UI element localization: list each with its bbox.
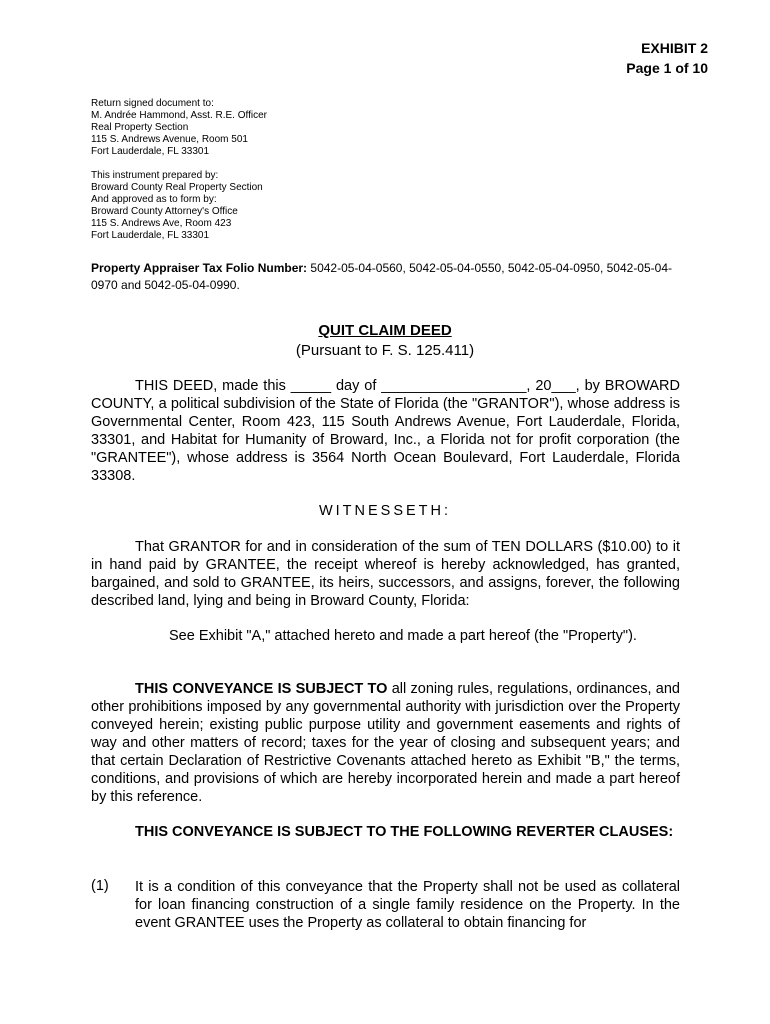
see-exhibit-paragraph: See Exhibit "A," attached hereto and made a part hereof (the "Property"). — [169, 628, 637, 644]
clause-text: It is a condition of this conveyance that the Property shall not be used as collateral for loan financing construction of a single family residence on the Property. In the event GRANTEE uses the Property as collateral to obtain financing for — [135, 879, 680, 931]
deed-paragraph: THIS DEED, made this _____ day of __________________, 20___, by BROWARD COUNTY, a political subdivision of the State of Florida (the "GRANTOR"), whose address is Governmental Center, Room 423, 115 South Andrews Avenue, Fort Lauderdale, Florida, 33301, and Habitat for Humanity of Broward, Inc., a Florida not for profit corporation (the "GRANTEE"), whose address is 3564 North Ocean Boulevard, Fort Lauderdale, Florida 33308. — [91, 378, 680, 484]
reverter-heading: THIS CONVEYANCE IS SUBJECT TO THE FOLLOWING REVERTER CLAUSES: — [135, 824, 674, 840]
grantor-paragraph: That GRANTOR for and in consideration of the sum of TEN DOLLARS ($10.00) to it in hand paid by GRANTEE, the receipt whereof is hereby acknowledged, has granted, bargained, and sold to GRANTEE, its heirs, successors, and assigns, forever, the following described land, lying and being in Broward County, Florida: — [91, 539, 680, 609]
prepared-line: Broward County Real Property Section — [91, 182, 263, 193]
deed-title: QUIT CLAIM DEED — [318, 322, 452, 339]
return-line: Real Property Section — [91, 122, 189, 133]
tax-folio-number — [91, 260, 693, 294]
exhibit-label: EXHIBIT 2 — [641, 40, 708, 56]
clause-number: (1) — [91, 878, 109, 894]
prepared-line: 115 S. Andrews Ave, Room 423 — [91, 218, 232, 229]
return-line: Return signed document to: — [91, 98, 214, 109]
conveyance-lead: THIS CONVEYANCE IS SUBJECT TO — [135, 681, 388, 697]
exhibit-header — [626, 38, 708, 78]
return-line: 115 S. Andrews Avenue, Room 501 — [91, 134, 248, 145]
return-line: Fort Lauderdale, FL 33301 — [91, 146, 210, 157]
return-address-block — [91, 98, 267, 158]
conveyance-paragraph — [91, 680, 680, 806]
prepared-line: This instrument prepared by: — [91, 170, 219, 181]
folio-value: 5042-05-04-0560, 5042-05-04-0550, 5042-05-04-0950, 5042-05-04-0970 and 5042-05-04-0990. — [91, 261, 672, 292]
prepared-by-block — [91, 170, 263, 242]
page-number: Page 1 of 10 — [626, 60, 708, 76]
conveyance-rest: all zoning rules, regulations, ordinances, and other prohibitions imposed by any governmental authority with jurisdiction over the Property conveyed herein; existing public purpose utility and government easements and rights of way and other matters of record; taxes for the year of closing and subsequent years; and that certain Declaration of Restrictive Covenants attached hereto as Exhibit "B," the terms, conditions, and provisions of which are hereby incorporated herein and made a part hereof by this reference. — [91, 681, 680, 805]
return-line: M. Andrée Hammond, Asst. R.E. Officer — [91, 110, 267, 121]
prepared-line: Fort Lauderdale, FL 33301 — [91, 230, 210, 241]
folio-label: Property Appraiser Tax Folio Number: — [91, 261, 308, 275]
prepared-line: Broward County Attorney's Office — [91, 206, 238, 217]
witnesseth-heading: WITNESSETH: — [318, 503, 452, 519]
prepared-line: And approved as to form by: — [91, 194, 217, 205]
deed-subtitle: (Pursuant to F. S. 125.411) — [295, 342, 475, 359]
